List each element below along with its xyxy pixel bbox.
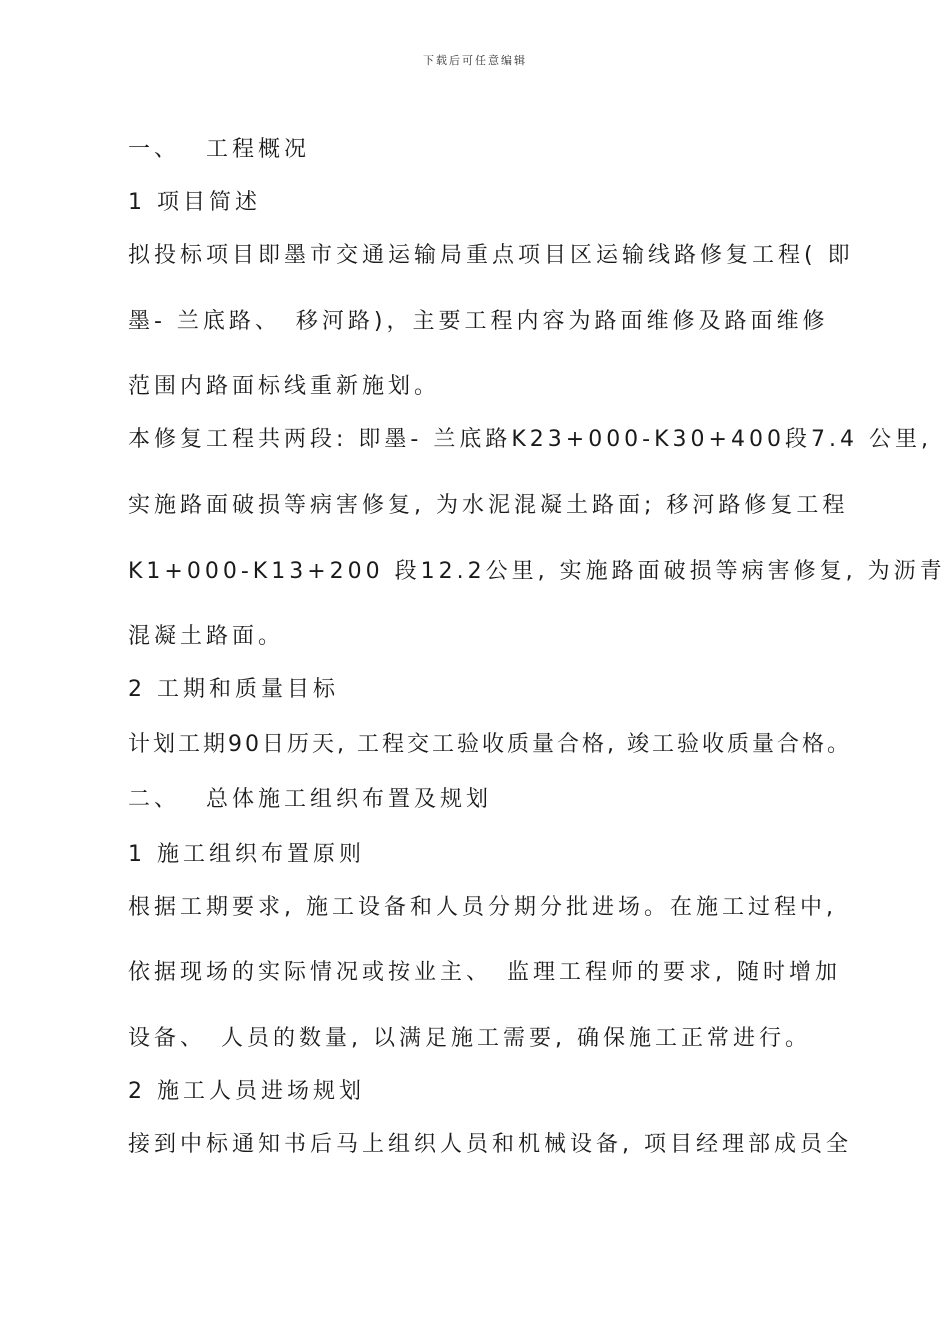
body-line: 混凝土路面。	[128, 624, 285, 649]
body-line: K1+000-K13+200 段12.2公里, 实施路面破损等病害修复, 为沥青	[128, 559, 946, 584]
section-heading-2: 二、 总体施工组织布置及规划	[128, 787, 492, 812]
body-line: 墨- 兰底路、 移河路)，主要工程内容为路面维修及路面维修	[128, 309, 829, 334]
body-line: 实施路面破损等病害修复, 为水泥混凝土路面; 移河路修复工程	[128, 493, 849, 518]
section-heading-1: 一、 工程概况	[128, 137, 310, 162]
subsection-heading: 1 项目简述	[128, 190, 261, 215]
body-line: 依据现场的实际情况或按业主、 监理工程师的要求, 随时增加	[128, 960, 841, 985]
subsection-heading: 2 工期和质量目标	[128, 677, 339, 702]
body-line: 计划工期90日历天, 工程交工验收质量合格, 竣工验收质量合格。	[128, 732, 852, 757]
page-header: 下载后可任意编辑	[423, 54, 527, 67]
body-line: 根据工期要求, 施工设备和人员分期分批进场。在施工过程中,	[128, 895, 837, 920]
subsection-heading: 2 施工人员进场规划	[128, 1079, 365, 1104]
body-line: 设备、 人员的数量, 以满足施工需要, 确保施工正常进行。	[128, 1026, 811, 1051]
subsection-heading: 1 施工组织布置原则	[128, 842, 365, 867]
body-line: 范围内路面标线重新施划。	[128, 374, 441, 399]
body-line: 本修复工程共两段: 即墨- 兰底路K23+000-K30+400段7.4 公里,	[128, 427, 932, 452]
body-line: 接到中标通知书后马上组织人员和机械设备, 项目经理部成员全	[128, 1132, 852, 1157]
body-line: 拟投标项目即墨市交通运输局重点项目区运输线路修复工程( 即	[128, 243, 854, 268]
